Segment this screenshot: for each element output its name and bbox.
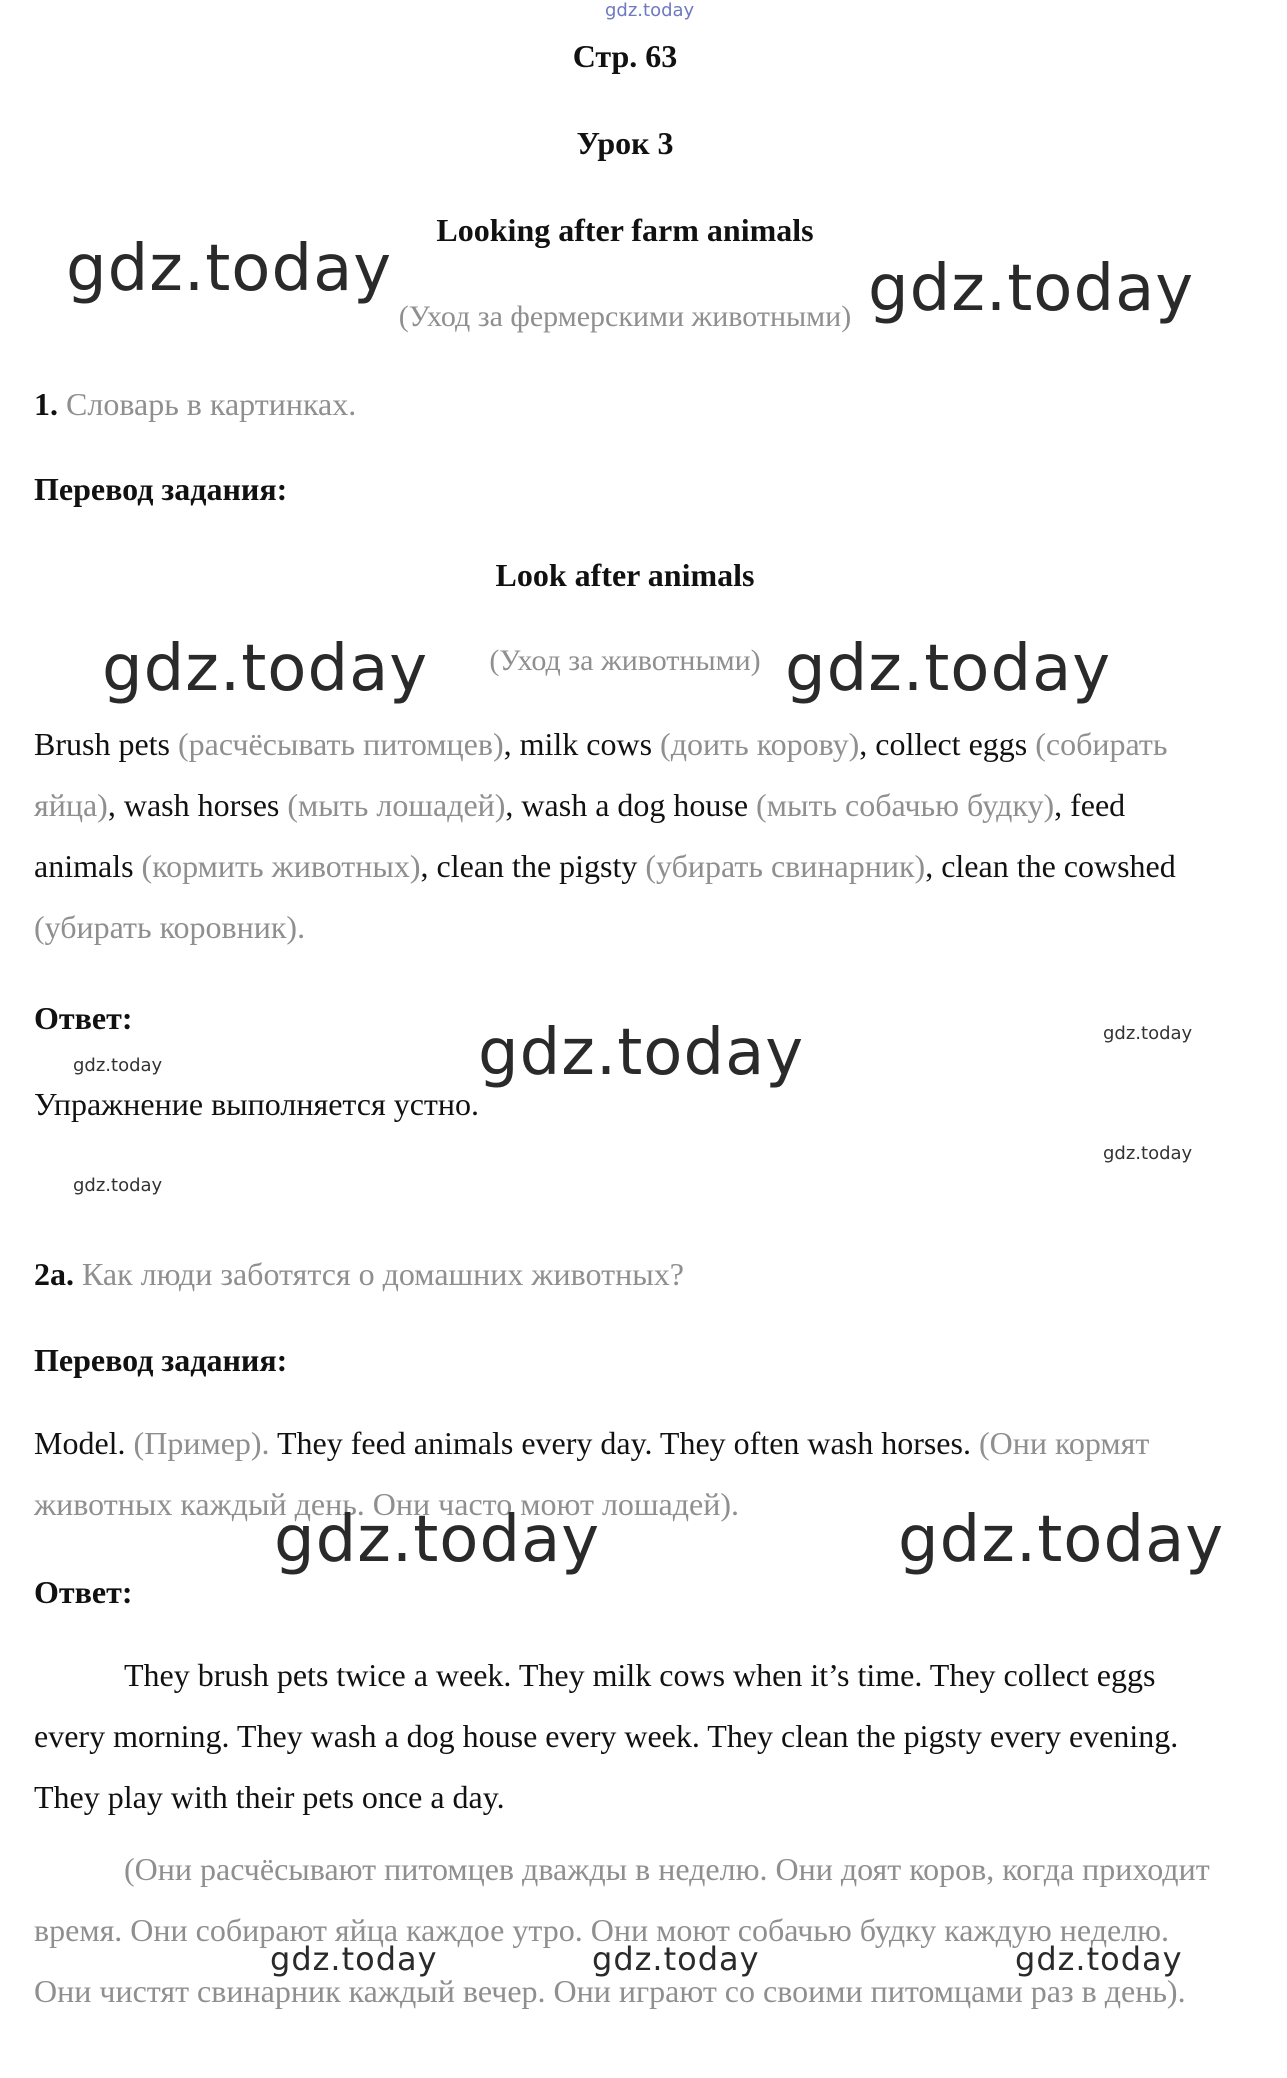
watermark-small: gdz.today — [73, 1055, 163, 1076]
section-translation: (Уход за животными) — [489, 644, 761, 677]
answer-translation-paragraph: (Они расчёсывают питомцев дважды в неделю. Они доят коров, когда приходит время. Они собирают яйца каждое утро. Они моют собачью будку каждую неделю. Они чистят свинарник каждый вечер. Они играют со своими питомцами раз в день). — [34, 1851, 1210, 2009]
task-2a-number: 2a. — [34, 1256, 74, 1292]
vocab-item-feed-animals: feed animals (кормить животных) — [34, 787, 1126, 884]
section-title: Look after animals — [495, 557, 755, 593]
vocab-item-clean-pigsty: clean the pigsty (убирать свинарник) — [436, 848, 926, 884]
vocabulary-paragraph: Brush pets (расчёсывать питомцев), milk cows (доить корову), collect eggs (собирать яйца), wash horses (мыть лошадей), wash a dog house (мыть собачью будку), feed animals (кормить животных), clean the pigsty (убирать свинарник), clean the cowshed (убирать коровник). — [34, 726, 1176, 945]
watermark: gdz.today — [868, 252, 1195, 326]
topic-translation: (Уход за фермерскими животными) — [398, 300, 852, 333]
task-2a-text: Как люди заботятся о домашних животных? — [82, 1256, 684, 1292]
watermark: gdz.today — [1015, 1940, 1183, 1978]
watermark-small: gdz.today — [1103, 1143, 1193, 1164]
vocab-item-brush-pets: Brush pets (расчёсывать питомцев) — [34, 726, 504, 762]
watermark: gdz.today — [592, 1940, 760, 1978]
task-1-answer-heading: Ответ: — [34, 1000, 133, 1036]
task-1-answer-text: Упражнение выполняется устно. — [34, 1086, 479, 1122]
answer-english-paragraph: They brush pets twice a week. They milk cows when it’s time. They collect eggs every morning. They wash a dog house every week. They clean the pigsty every evening. They play with their pets once a day. — [34, 1657, 1179, 1815]
lesson-title: Урок 3 — [576, 125, 674, 161]
task-2a-line — [34, 1256, 684, 1293]
watermark: gdz.today — [785, 632, 1112, 706]
watermark: gdz.today — [102, 632, 429, 706]
watermark: gdz.today — [274, 1503, 601, 1577]
topic-title: Looking after farm animals — [436, 212, 814, 248]
watermark: gdz.today — [270, 1940, 438, 1978]
page-number: Стр. 63 — [572, 38, 678, 74]
watermark: gdz.today — [898, 1503, 1225, 1577]
watermark-top: gdz.today — [605, 0, 695, 21]
model-english: They feed animals every day. They often wash horses. — [276, 1425, 971, 1461]
watermark: gdz.today — [66, 232, 393, 306]
watermark: gdz.today — [478, 1016, 805, 1090]
vocab-item-wash-horses: wash horses (мыть лошадей) — [123, 787, 506, 823]
vocab-item-clean-cowshed: clean the cowshed (убирать коровник) — [34, 848, 1176, 945]
task-1-translation-heading: Перевод задания: — [34, 471, 288, 507]
task-1-number: 1. — [34, 386, 58, 422]
watermark-small: gdz.today — [1103, 1023, 1193, 1044]
vocab-item-wash-dog-house: wash a dog house (мыть собачью будку) — [521, 787, 1055, 823]
task-1-line — [34, 386, 356, 423]
vocab-item-collect-eggs: collect eggs (собирать яйца) — [34, 726, 1168, 823]
vocab-item-milk-cows: milk cows (доить корову) — [519, 726, 860, 762]
model-label-translation: (Пример). — [133, 1425, 270, 1461]
model-label: Model. — [34, 1425, 126, 1461]
task-1-text: Словарь в картинках. — [66, 386, 357, 422]
watermark-small: gdz.today — [73, 1175, 163, 1196]
task-2a-translation-heading: Перевод задания: — [34, 1342, 288, 1378]
model-translation: (Они кормят животных каждый день. Они часто моют лошадей). — [34, 1425, 1150, 1522]
task-2a-answer-heading: Ответ: — [34, 1574, 133, 1610]
